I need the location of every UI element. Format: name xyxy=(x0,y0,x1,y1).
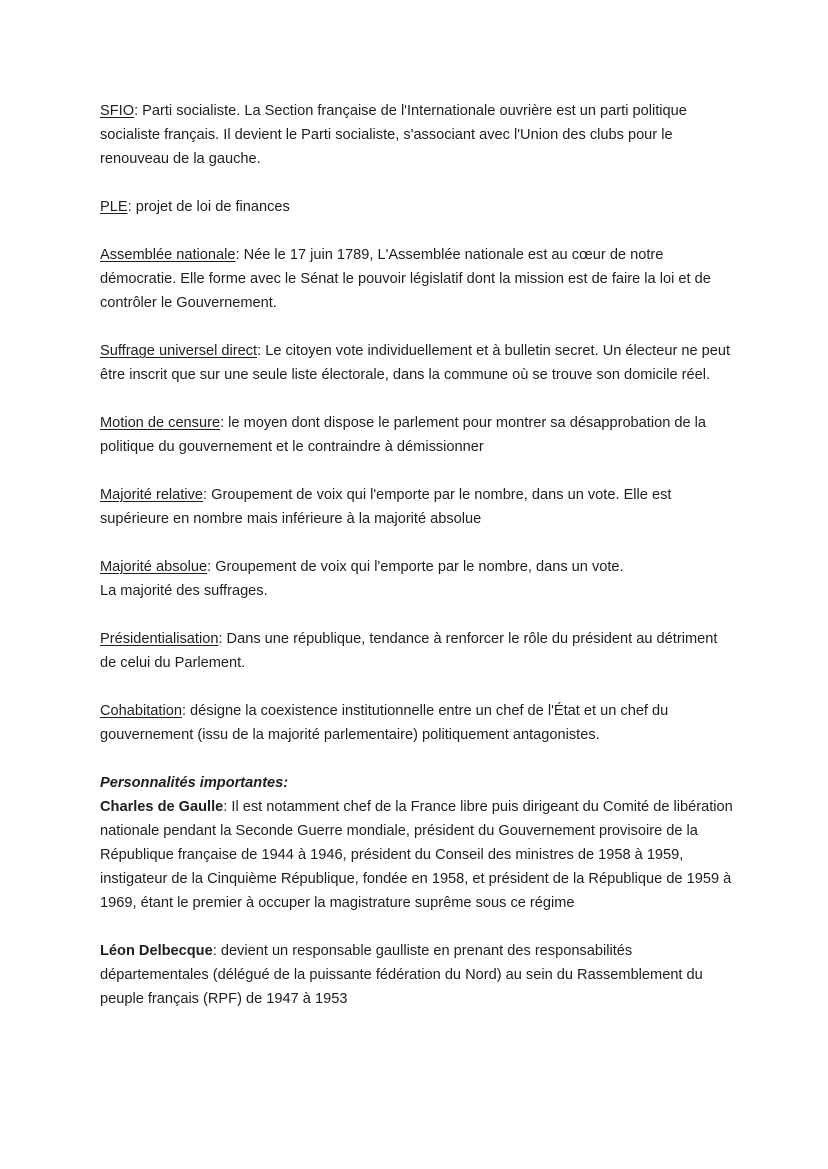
glossary-definition: : Groupement de voix qui l'emporte par le nombre, dans un vote. Elle est supérieure en nombre mais inférieure à la majorité absolue xyxy=(100,487,672,527)
personalities-section xyxy=(100,771,734,915)
person-description: : Il est notamment chef de la France libre puis dirigeant du Comité de libération nationale pendant la Seconde Guerre mondiale, président du Gouvernement provisoire de la République française de 1944 à 1946, président du Conseil des ministres de 1958 à 1959, instigateur de la Cinquième République, fondée en 1958, et président de la République de 1959 à 1969, étant le premier à occuper la magistrature suprême sous ce régime xyxy=(100,799,733,911)
glossary-definition: : projet de loi de finances xyxy=(127,199,290,215)
glossary-term: Majorité relative xyxy=(100,487,204,503)
glossary-term: SFIO xyxy=(100,103,135,119)
document-content xyxy=(100,99,734,1035)
person-name: Léon Delbecque xyxy=(100,943,213,959)
person-entry-leon-delbecque xyxy=(100,939,734,1011)
glossary-term: Cohabitation xyxy=(100,703,182,719)
glossary-definition: : Le citoyen vote individuellement et à bulletin secret. Un électeur ne peut être inscrit que sur une seule liste électorale, dans la commune où se trouve son domicile réel. xyxy=(100,343,731,383)
glossary-definition: : Groupement de voix qui l'emporte par le nombre, dans un vote. xyxy=(207,559,624,575)
glossary-entry-motion-de-censure xyxy=(100,411,734,459)
glossary-definition: : Née le 17 juin 1789, L'Assemblée nationale est au cœur de notre démocratie. Elle forme avec le Sénat le pouvoir législatif dont la mission est de faire la loi et de contrôler le Gouvernement. xyxy=(100,247,711,311)
glossary-entry-assemblee-nationale xyxy=(100,243,734,315)
glossary-entry-presidentialisation xyxy=(100,627,734,675)
glossary-term: PLE xyxy=(100,199,128,215)
glossary-entry-ple xyxy=(100,195,734,219)
glossary-entry-majorite-absolue xyxy=(100,555,734,603)
glossary-definition-extra-line: La majorité des suffrages. xyxy=(100,583,268,599)
glossary-term: Suffrage universel direct xyxy=(100,343,258,359)
glossary-term: Assemblée nationale xyxy=(100,247,236,263)
glossary-definition: : le moyen dont dispose le parlement pour montrer sa désapprobation de la politique du gouvernement et le contraindre à démissionner xyxy=(100,415,707,455)
glossary-entry-majorite-relative xyxy=(100,483,734,531)
person-name: Charles de Gaulle xyxy=(100,799,224,815)
glossary-term: Présidentialisation xyxy=(100,631,219,647)
glossary-definition: : désigne la coexistence institutionnelle entre un chef de l'État et un chef du gouvernement (issu de la majorité parlementaire) politiquement antagonistes. xyxy=(100,703,669,743)
glossary-entry-sfio xyxy=(100,99,734,171)
person-description: : devient un responsable gaulliste en prenant des responsabilités départementales (délégué de la puissante fédération du Nord) au sein du Rassemblement du peuple français (RPF) de 1947 à 1953 xyxy=(100,943,703,1007)
glossary-definition: : Dans une république, tendance à renforcer le rôle du président au détriment de celui du Parlement. xyxy=(100,631,718,671)
glossary-term: Motion de censure xyxy=(100,415,221,431)
glossary-term: Majorité absolue xyxy=(100,559,208,575)
section-title: Personnalités importantes: xyxy=(100,775,289,791)
glossary-entry-suffrage-universel-direct xyxy=(100,339,734,387)
glossary-definition: : Parti socialiste. La Section française de l'Internationale ouvrière est un parti politique socialiste français. Il devient le Parti socialiste, s'associant avec l'Union des clubs pour le renouveau de la gauche. xyxy=(100,103,687,167)
glossary-entry-cohabitation xyxy=(100,699,734,747)
person-entry-charles-de-gaulle xyxy=(100,795,734,915)
